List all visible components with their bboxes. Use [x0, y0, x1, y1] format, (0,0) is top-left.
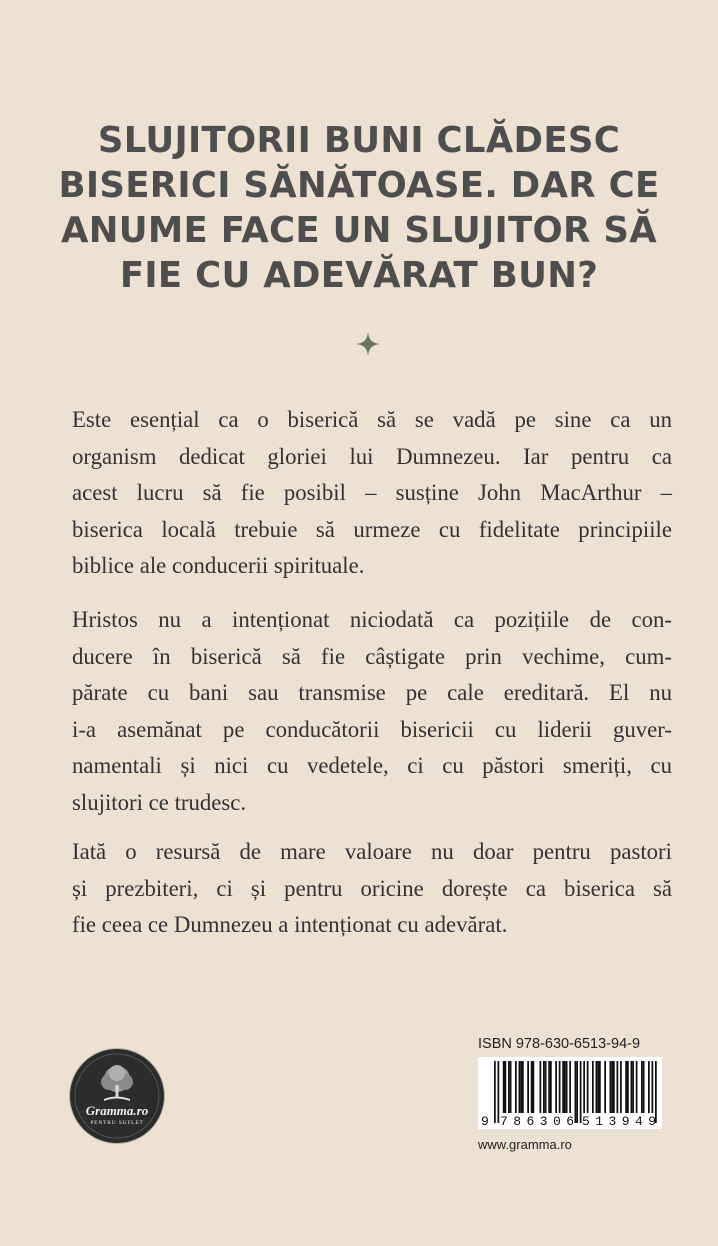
headline-line: FIE CU ADEVĂRAT BUN?: [119, 255, 599, 296]
paragraph-line: și prezbiteri, ci și pentru oricine dorește ca biserica să: [72, 875, 672, 901]
isbn-label: ISBN 978-630-6513-94-9: [478, 1036, 641, 1052]
description-paragraph-1: [72, 402, 672, 585]
paragraph-line: namentali și nici cu vedetele, ci cu păstori smeriți, cu: [72, 753, 672, 779]
isbn-barcode: [478, 1057, 662, 1129]
paragraph-line: acest lucru să fie posibil – susține John MacArthur –: [72, 480, 672, 506]
paragraph-line: i-a asemănat pe conducătorii bisericii cu liderii guver-: [72, 716, 672, 742]
description-paragraph-3: [72, 834, 672, 944]
publisher-tagline: PENTRU SUFLET: [90, 1120, 144, 1126]
paragraph-line: slujitori ce trudesc.: [72, 789, 247, 815]
paragraph-line: ducere în biserică să fie câștigate prin vechime, cum-: [72, 643, 672, 669]
publisher-website: www.gramma.ro: [478, 1137, 572, 1152]
paragraph-line: Iată o resursă de mare valoare nu doar pentru pastori: [72, 839, 672, 864]
paragraph-line: biblice ale conducerii spirituale.: [72, 553, 365, 579]
paragraph-line: părate cu bani sau transmise pe cale ereditară. El nu: [72, 680, 672, 706]
barcode-digits-left: 786306: [500, 1114, 574, 1129]
publisher-name: Gramma.ro: [85, 1103, 149, 1118]
barcode-digits-right: 513949: [582, 1114, 656, 1129]
publisher-logo: [70, 1049, 164, 1143]
description-paragraph-2: [72, 602, 672, 822]
headline-line: SLUJITORII BUNI CLĂDESC: [97, 120, 621, 161]
paragraph-line: fie ceea ce Dumnezeu a intenționat cu adevărat.: [72, 912, 508, 938]
tree-icon: [70, 1049, 164, 1143]
back-cover-headline: [40, 118, 678, 298]
headline-line: ANUME FACE UN SLUJITOR SĂ: [61, 210, 657, 251]
paragraph-line: biserica locală trebuie să urmeze cu fidelitate principiile: [72, 516, 672, 542]
paragraph-line: Este esențial ca o biserică să se vadă pe sine ca un: [72, 407, 672, 432]
paragraph-line: organism dedicat gloriei lui Dumnezeu. Iar pentru ca: [72, 443, 672, 469]
paragraph-line: Hristos nu a intenționat niciodată ca pozițiile de con-: [72, 607, 672, 632]
headline-line: BISERICI SĂNĂTOASE. DAR CE: [58, 165, 660, 206]
four-point-star-icon: [355, 331, 381, 357]
barcode-digit-first: 9: [481, 1114, 489, 1129]
